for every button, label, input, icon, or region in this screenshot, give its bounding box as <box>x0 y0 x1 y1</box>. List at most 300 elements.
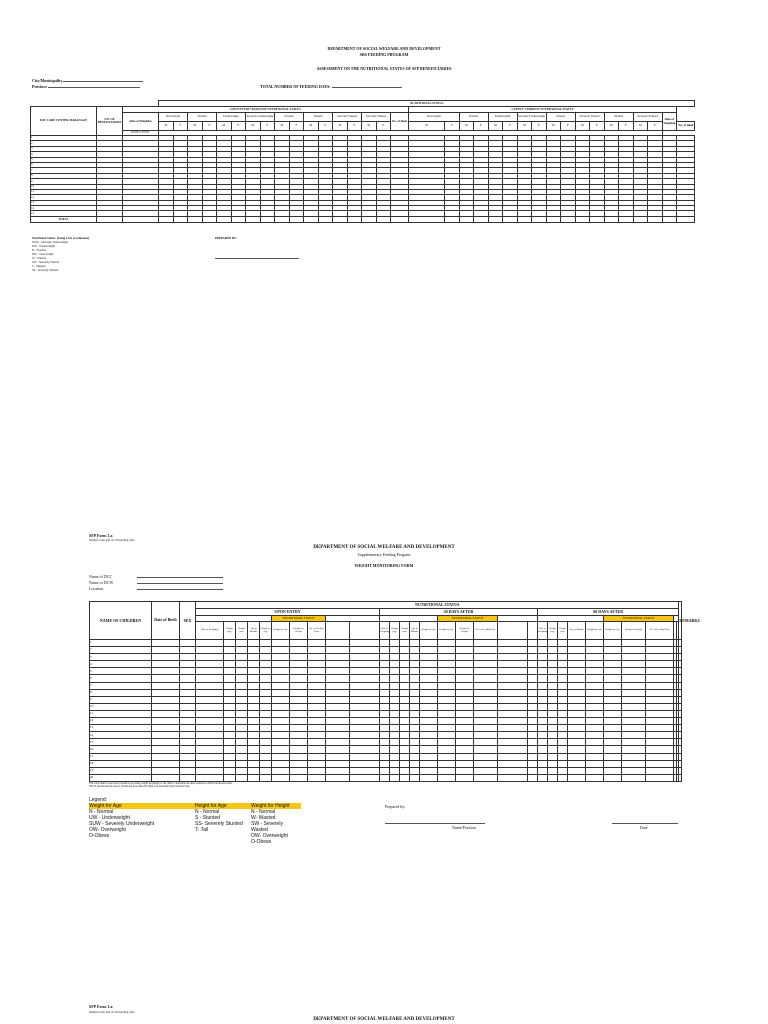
data-cell[interactable] <box>180 739 196 746</box>
child-name-cell[interactable]: 18 <box>90 760 152 767</box>
data-cell[interactable] <box>180 710 196 717</box>
child-name-cell[interactable]: 6 <box>90 675 152 682</box>
total-cell[interactable] <box>217 216 232 222</box>
data-cell[interactable] <box>604 647 622 654</box>
data-cell[interactable] <box>548 647 558 654</box>
data-cell[interactable] <box>290 739 308 746</box>
data-cell[interactable] <box>568 725 586 732</box>
data-cell[interactable] <box>180 718 196 725</box>
data-cell[interactable] <box>290 760 308 767</box>
total-cell[interactable] <box>648 216 663 222</box>
data-cell[interactable] <box>236 760 248 767</box>
data-cell[interactable] <box>248 760 260 767</box>
data-cell[interactable] <box>260 746 272 753</box>
data-cell[interactable] <box>604 682 622 689</box>
data-cell[interactable] <box>548 753 558 760</box>
data-cell[interactable] <box>548 689 558 696</box>
data-cell[interactable] <box>326 732 350 739</box>
data-cell[interactable] <box>410 703 420 710</box>
data-cell[interactable] <box>248 739 260 746</box>
row-number-cell[interactable]: 13 <box>31 200 97 205</box>
data-cell[interactable] <box>236 725 248 732</box>
data-cell[interactable] <box>248 689 260 696</box>
data-cell[interactable] <box>456 682 474 689</box>
data-cell[interactable] <box>400 689 410 696</box>
data-cell[interactable] <box>224 689 236 696</box>
data-cell[interactable] <box>248 668 260 675</box>
data-cell[interactable] <box>558 696 568 703</box>
data-cell[interactable] <box>456 661 474 668</box>
data-cell[interactable] <box>410 647 420 654</box>
data-cell[interactable] <box>420 753 438 760</box>
data-cell[interactable] <box>548 668 558 675</box>
data-cell[interactable] <box>528 774 538 781</box>
data-cell[interactable] <box>679 661 682 668</box>
data-cell[interactable] <box>290 654 308 661</box>
data-cell[interactable] <box>152 640 180 647</box>
data-cell[interactable] <box>380 760 390 767</box>
data-cell[interactable] <box>438 753 456 760</box>
data-cell[interactable] <box>568 774 586 781</box>
data-cell[interactable] <box>548 746 558 753</box>
data-cell[interactable] <box>196 682 224 689</box>
data-cell[interactable] <box>604 760 622 767</box>
data-cell[interactable] <box>196 760 224 767</box>
data-cell[interactable] <box>224 682 236 689</box>
data-cell[interactable] <box>290 640 308 647</box>
data-cell[interactable] <box>224 668 236 675</box>
data-cell[interactable] <box>438 703 456 710</box>
data-cell[interactable] <box>538 647 548 654</box>
data-cell[interactable] <box>558 675 568 682</box>
data-cell[interactable] <box>586 654 604 661</box>
data-cell[interactable] <box>290 718 308 725</box>
data-cell[interactable] <box>474 710 498 717</box>
data-cell[interactable] <box>456 739 474 746</box>
data-cell[interactable] <box>400 675 410 682</box>
data-cell[interactable] <box>152 710 180 717</box>
data-cell[interactable] <box>474 760 498 767</box>
data-cell[interactable] <box>350 668 380 675</box>
data-cell[interactable] <box>498 668 528 675</box>
data-cell[interactable] <box>498 654 528 661</box>
data-cell[interactable] <box>196 753 224 760</box>
row-number-cell[interactable]: 4 <box>31 152 97 157</box>
data-cell[interactable] <box>410 668 420 675</box>
data-cell[interactable] <box>568 682 586 689</box>
dcc-input[interactable] <box>137 577 223 578</box>
data-cell[interactable] <box>152 732 180 739</box>
data-cell[interactable] <box>538 774 548 781</box>
data-cell[interactable] <box>390 654 400 661</box>
data-cell[interactable] <box>224 675 236 682</box>
data-cell[interactable] <box>420 774 438 781</box>
data-cell[interactable] <box>498 746 528 753</box>
data-cell[interactable] <box>390 732 400 739</box>
total-cell[interactable] <box>304 216 319 222</box>
data-cell[interactable] <box>272 689 290 696</box>
data-cell[interactable] <box>224 732 236 739</box>
data-cell[interactable] <box>646 654 674 661</box>
data-cell[interactable] <box>350 710 380 717</box>
data-cell[interactable] <box>420 718 438 725</box>
data-cell[interactable] <box>196 718 224 725</box>
data-cell[interactable] <box>538 682 548 689</box>
data-cell[interactable] <box>528 760 538 767</box>
data-cell[interactable] <box>410 661 420 668</box>
data-cell[interactable] <box>290 668 308 675</box>
total-cell[interactable] <box>459 216 474 222</box>
data-cell[interactable] <box>410 774 420 781</box>
child-name-cell[interactable]: 2 <box>90 647 152 654</box>
data-cell[interactable] <box>538 725 548 732</box>
data-cell[interactable] <box>290 710 308 717</box>
data-cell[interactable] <box>558 703 568 710</box>
data-cell[interactable] <box>679 710 682 717</box>
data-cell[interactable] <box>604 739 622 746</box>
data-cell[interactable] <box>236 732 248 739</box>
data-cell[interactable] <box>474 774 498 781</box>
signature-line-1[interactable] <box>215 258 299 259</box>
data-cell[interactable] <box>236 703 248 710</box>
data-cell[interactable] <box>586 682 604 689</box>
data-cell[interactable] <box>410 689 420 696</box>
data-cell[interactable] <box>438 654 456 661</box>
data-cell[interactable] <box>568 654 586 661</box>
data-cell[interactable] <box>390 661 400 668</box>
data-cell[interactable] <box>568 767 586 774</box>
total-cell[interactable] <box>123 216 159 222</box>
data-cell[interactable] <box>290 753 308 760</box>
data-cell[interactable] <box>528 746 538 753</box>
data-cell[interactable] <box>180 703 196 710</box>
data-cell[interactable] <box>548 654 558 661</box>
data-cell[interactable] <box>586 675 604 682</box>
data-cell[interactable] <box>290 774 308 781</box>
child-name-cell[interactable]: 16 <box>90 746 152 753</box>
data-cell[interactable] <box>604 668 622 675</box>
total-cell[interactable] <box>289 216 304 222</box>
data-cell[interactable] <box>622 654 646 661</box>
data-cell[interactable] <box>538 760 548 767</box>
data-cell[interactable] <box>548 732 558 739</box>
data-cell[interactable] <box>474 703 498 710</box>
data-cell[interactable] <box>586 760 604 767</box>
data-cell[interactable] <box>548 739 558 746</box>
data-cell[interactable] <box>420 767 438 774</box>
data-cell[interactable] <box>196 661 224 668</box>
data-cell[interactable] <box>646 774 674 781</box>
data-cell[interactable] <box>420 668 438 675</box>
data-cell[interactable] <box>350 732 380 739</box>
data-cell[interactable] <box>474 767 498 774</box>
data-cell[interactable] <box>420 661 438 668</box>
data-cell[interactable] <box>568 675 586 682</box>
data-cell[interactable] <box>646 696 674 703</box>
data-cell[interactable] <box>308 710 326 717</box>
data-cell[interactable] <box>152 647 180 654</box>
data-cell[interactable] <box>622 760 646 767</box>
data-cell[interactable] <box>679 739 682 746</box>
data-cell[interactable] <box>390 689 400 696</box>
data-cell[interactable] <box>568 696 586 703</box>
data-cell[interactable] <box>326 675 350 682</box>
data-cell[interactable] <box>679 753 682 760</box>
data-cell[interactable] <box>586 710 604 717</box>
data-cell[interactable] <box>390 710 400 717</box>
total-cell[interactable] <box>575 216 590 222</box>
data-cell[interactable] <box>180 647 196 654</box>
data-cell[interactable] <box>474 689 498 696</box>
data-cell[interactable] <box>438 767 456 774</box>
data-cell[interactable] <box>290 647 308 654</box>
data-cell[interactable] <box>568 739 586 746</box>
data-cell[interactable] <box>308 675 326 682</box>
data-cell[interactable] <box>390 760 400 767</box>
child-name-cell[interactable]: 12 <box>90 718 152 725</box>
data-cell[interactable] <box>326 767 350 774</box>
data-cell[interactable] <box>180 753 196 760</box>
data-cell[interactable] <box>400 718 410 725</box>
data-cell[interactable] <box>410 654 420 661</box>
data-cell[interactable] <box>308 647 326 654</box>
data-cell[interactable] <box>196 746 224 753</box>
data-cell[interactable] <box>326 760 350 767</box>
data-cell[interactable] <box>350 718 380 725</box>
data-cell[interactable] <box>568 668 586 675</box>
data-cell[interactable] <box>380 718 390 725</box>
data-cell[interactable] <box>248 661 260 668</box>
data-cell[interactable] <box>326 661 350 668</box>
data-cell[interactable] <box>558 682 568 689</box>
data-cell[interactable] <box>568 760 586 767</box>
data-cell[interactable] <box>622 647 646 654</box>
data-cell[interactable] <box>236 640 248 647</box>
data-cell[interactable] <box>196 647 224 654</box>
data-cell[interactable] <box>438 689 456 696</box>
data-cell[interactable] <box>558 710 568 717</box>
data-cell[interactable] <box>679 696 682 703</box>
data-cell[interactable] <box>622 696 646 703</box>
data-cell[interactable] <box>260 753 272 760</box>
data-cell[interactable] <box>152 760 180 767</box>
total-cell[interactable] <box>376 216 391 222</box>
total-cell[interactable] <box>561 216 576 222</box>
data-cell[interactable] <box>152 718 180 725</box>
data-cell[interactable] <box>604 753 622 760</box>
data-cell[interactable] <box>180 668 196 675</box>
data-cell[interactable] <box>248 746 260 753</box>
data-cell[interactable] <box>586 647 604 654</box>
data-cell[interactable] <box>420 675 438 682</box>
child-name-cell[interactable]: 19 <box>90 767 152 774</box>
data-cell[interactable] <box>400 640 410 647</box>
data-cell[interactable] <box>548 703 558 710</box>
data-cell[interactable] <box>538 703 548 710</box>
data-cell[interactable] <box>538 640 548 647</box>
data-cell[interactable] <box>558 640 568 647</box>
data-cell[interactable] <box>180 774 196 781</box>
child-name-cell[interactable]: 10 <box>90 703 152 710</box>
child-name-cell[interactable]: 5 <box>90 668 152 675</box>
data-cell[interactable] <box>308 774 326 781</box>
data-cell[interactable] <box>260 739 272 746</box>
total-cell[interactable] <box>503 216 518 222</box>
data-cell[interactable] <box>326 725 350 732</box>
data-cell[interactable] <box>528 654 538 661</box>
data-cell[interactable] <box>236 647 248 654</box>
feeding-days-field[interactable] <box>332 87 402 88</box>
data-cell[interactable] <box>646 746 674 753</box>
data-cell[interactable] <box>622 725 646 732</box>
data-cell[interactable] <box>180 682 196 689</box>
child-name-cell[interactable]: 15 <box>90 739 152 746</box>
data-cell[interactable] <box>498 647 528 654</box>
data-cell[interactable] <box>558 767 568 774</box>
data-cell[interactable] <box>538 654 548 661</box>
child-name-cell[interactable]: 20 <box>90 774 152 781</box>
data-cell[interactable] <box>604 732 622 739</box>
data-cell[interactable] <box>646 647 674 654</box>
data-cell[interactable] <box>290 696 308 703</box>
data-cell[interactable] <box>350 739 380 746</box>
total-cell[interactable] <box>318 216 333 222</box>
data-cell[interactable] <box>568 647 586 654</box>
data-cell[interactable] <box>420 689 438 696</box>
data-cell[interactable] <box>196 654 224 661</box>
data-cell[interactable] <box>380 732 390 739</box>
data-cell[interactable] <box>180 689 196 696</box>
data-cell[interactable] <box>622 767 646 774</box>
data-cell[interactable] <box>326 739 350 746</box>
data-cell[interactable] <box>420 710 438 717</box>
data-cell[interactable] <box>272 640 290 647</box>
data-cell[interactable] <box>180 654 196 661</box>
data-cell[interactable] <box>308 640 326 647</box>
date-line[interactable] <box>612 823 678 824</box>
data-cell[interactable] <box>548 767 558 774</box>
data-cell[interactable] <box>400 696 410 703</box>
row-number-cell[interactable]: 3 <box>31 146 97 151</box>
data-cell[interactable] <box>528 753 538 760</box>
data-cell[interactable] <box>548 675 558 682</box>
data-cell[interactable] <box>456 774 474 781</box>
data-cell[interactable] <box>290 746 308 753</box>
data-cell[interactable] <box>528 739 538 746</box>
data-cell[interactable] <box>350 767 380 774</box>
row-number-cell[interactable]: 11 <box>31 189 97 194</box>
data-cell[interactable] <box>180 732 196 739</box>
data-cell[interactable] <box>196 675 224 682</box>
data-cell[interactable] <box>308 661 326 668</box>
data-cell[interactable] <box>400 753 410 760</box>
data-cell[interactable] <box>350 774 380 781</box>
data-cell[interactable] <box>679 682 682 689</box>
data-cell[interactable] <box>248 718 260 725</box>
data-cell[interactable] <box>350 661 380 668</box>
total-cell[interactable] <box>391 216 409 222</box>
child-name-cell[interactable]: 14 <box>90 732 152 739</box>
data-cell[interactable] <box>236 767 248 774</box>
data-cell[interactable] <box>180 725 196 732</box>
data-cell[interactable] <box>456 753 474 760</box>
city-field[interactable] <box>63 81 143 82</box>
data-cell[interactable] <box>679 647 682 654</box>
total-cell[interactable] <box>532 216 547 222</box>
data-cell[interactable] <box>224 767 236 774</box>
data-cell[interactable] <box>290 732 308 739</box>
data-cell[interactable] <box>380 703 390 710</box>
data-cell[interactable] <box>456 689 474 696</box>
data-cell[interactable] <box>568 732 586 739</box>
data-cell[interactable] <box>326 640 350 647</box>
data-cell[interactable] <box>308 739 326 746</box>
data-cell[interactable] <box>236 739 248 746</box>
data-cell[interactable] <box>380 654 390 661</box>
data-cell[interactable] <box>152 696 180 703</box>
data-cell[interactable] <box>586 661 604 668</box>
total-cell[interactable] <box>347 216 362 222</box>
data-cell[interactable] <box>290 703 308 710</box>
data-cell[interactable] <box>400 668 410 675</box>
data-cell[interactable] <box>604 746 622 753</box>
data-cell[interactable] <box>528 767 538 774</box>
total-cell[interactable] <box>173 216 188 222</box>
data-cell[interactable] <box>326 718 350 725</box>
data-cell[interactable] <box>622 718 646 725</box>
data-cell[interactable] <box>260 668 272 675</box>
data-cell[interactable] <box>350 760 380 767</box>
data-cell[interactable] <box>400 760 410 767</box>
data-cell[interactable] <box>260 703 272 710</box>
data-cell[interactable] <box>400 774 410 781</box>
data-cell[interactable] <box>380 647 390 654</box>
data-cell[interactable] <box>410 682 420 689</box>
data-cell[interactable] <box>224 647 236 654</box>
data-cell[interactable] <box>152 753 180 760</box>
total-cell[interactable] <box>260 216 275 222</box>
data-cell[interactable] <box>326 654 350 661</box>
data-cell[interactable] <box>679 774 682 781</box>
data-cell[interactable] <box>679 732 682 739</box>
data-cell[interactable] <box>272 682 290 689</box>
data-cell[interactable] <box>568 689 586 696</box>
data-cell[interactable] <box>236 675 248 682</box>
data-cell[interactable] <box>622 746 646 753</box>
data-cell[interactable] <box>604 696 622 703</box>
data-cell[interactable] <box>679 746 682 753</box>
data-cell[interactable] <box>604 774 622 781</box>
data-cell[interactable] <box>260 654 272 661</box>
data-cell[interactable] <box>236 746 248 753</box>
data-cell[interactable] <box>180 767 196 774</box>
data-cell[interactable] <box>390 739 400 746</box>
data-cell[interactable] <box>390 647 400 654</box>
data-cell[interactable] <box>474 739 498 746</box>
data-cell[interactable] <box>410 725 420 732</box>
data-cell[interactable] <box>152 675 180 682</box>
data-cell[interactable] <box>152 682 180 689</box>
data-cell[interactable] <box>326 689 350 696</box>
data-cell[interactable] <box>604 675 622 682</box>
data-cell[interactable] <box>400 739 410 746</box>
data-cell[interactable] <box>646 725 674 732</box>
data-cell[interactable] <box>538 689 548 696</box>
data-cell[interactable] <box>438 682 456 689</box>
data-cell[interactable] <box>196 774 224 781</box>
data-cell[interactable] <box>326 753 350 760</box>
data-cell[interactable] <box>568 710 586 717</box>
